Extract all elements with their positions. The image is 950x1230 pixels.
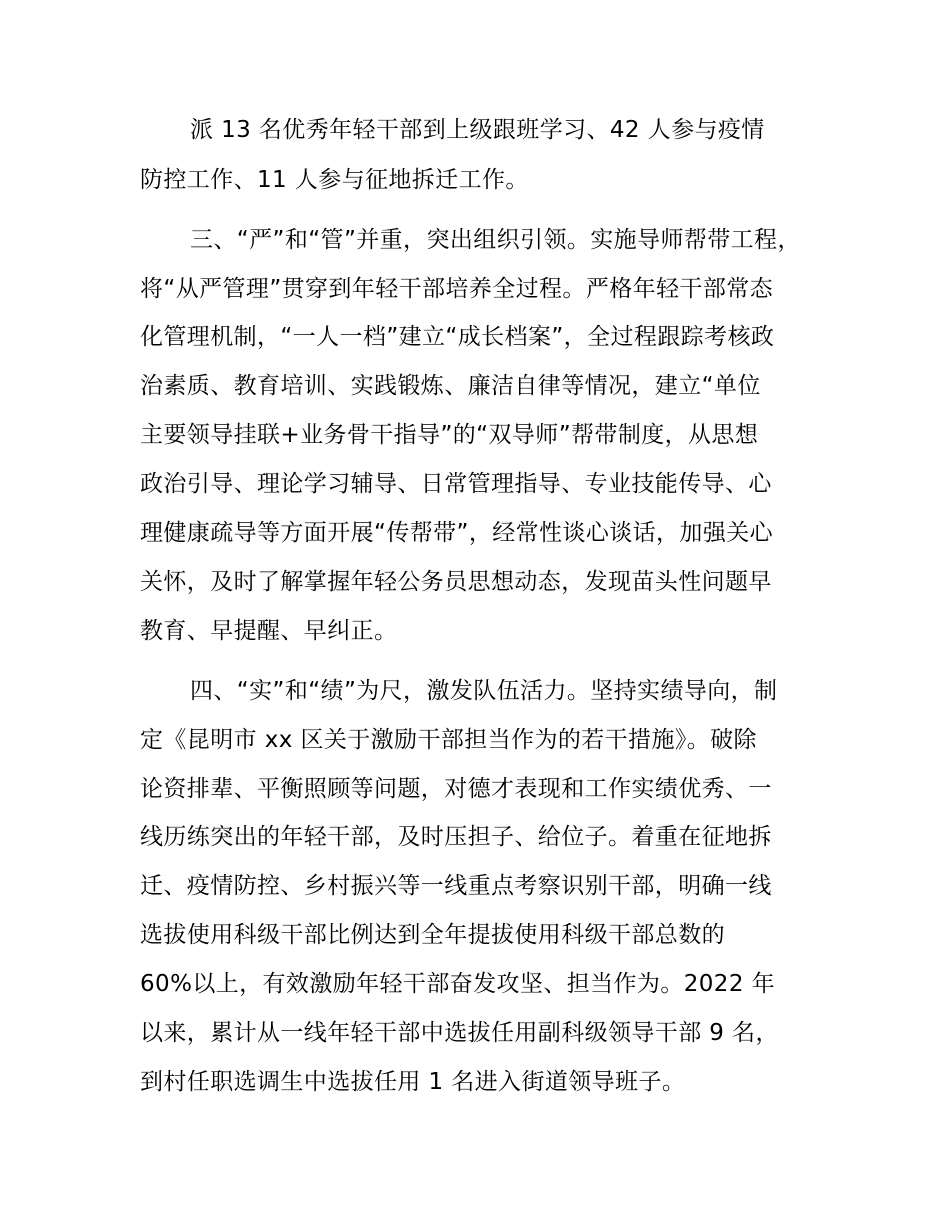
- paragraph-3-heading-line: 三、“严”和“管”并重，突出组织引领。实施导师帮带工程，: [190, 227, 801, 253]
- text-line: 化管理机制，“一人一档”建立“成长档案”，全过程跟踪考核政: [140, 324, 775, 350]
- text-line: 防控工作、11 人参与征地拆迁工作。: [140, 167, 529, 193]
- text-line: 派 13 名优秀年轻干部到上级跟班学习、42 人参与疫情: [190, 117, 765, 143]
- text-line: 60%以上，有效激励年轻干部奋发攻坚、担当作为。2022 年: [140, 971, 775, 997]
- text-line: 到村任职选调生中选拔任用 1 名进入街道领导班子。: [140, 1069, 686, 1095]
- text-line: 论资排辈、平衡照顾等问题，对德才表现和工作实绩优秀、一: [140, 776, 772, 802]
- text-line: 理健康疏导等方面开展“传帮带”，经常性谈心谈话，加强关心: [140, 520, 774, 546]
- text-line: 将“从严管理”贯穿到年轻干部培养全过程。严格年轻干部常态: [140, 276, 774, 302]
- paragraph-4-heading-line: 四、“实”和“绩”为尺，激发队伍活力。坚持实绩导向，制: [190, 678, 778, 704]
- text-line: 关怀，及时了解掌握年轻公务员思想动态，发现苗头性问题早: [140, 569, 772, 595]
- text-line: 治素质、教育培训、实践锻炼、廉洁自律等情况，建立“单位: [140, 373, 761, 399]
- text-line: 选拔使用科级干部比例达到全年提拔使用科级干部总数的: [140, 922, 725, 948]
- text-line: 线历练突出的年轻干部，及时压担子、给位子。着重在征地拆: [140, 824, 772, 850]
- text-line: 主要领导挂联+业务骨干指导”的“双导师”帮带制度，从思想: [140, 422, 759, 448]
- text-line: 教育、早提醒、早纠正。: [140, 618, 398, 644]
- text-line: 以来，累计从一线年轻干部中选拔任用副科级领导干部 9 名，: [140, 1020, 779, 1046]
- text-line: 定《昆明市 xx 区关于激励干部担当作为的若干措施》。破除: [140, 727, 757, 753]
- text-line: 迁、疫情防控、乡村振兴等一线重点考察识别干部，明确一线: [140, 873, 772, 899]
- text-line: 政治引导、理论学习辅导、日常管理指导、专业技能传导、心: [140, 471, 772, 497]
